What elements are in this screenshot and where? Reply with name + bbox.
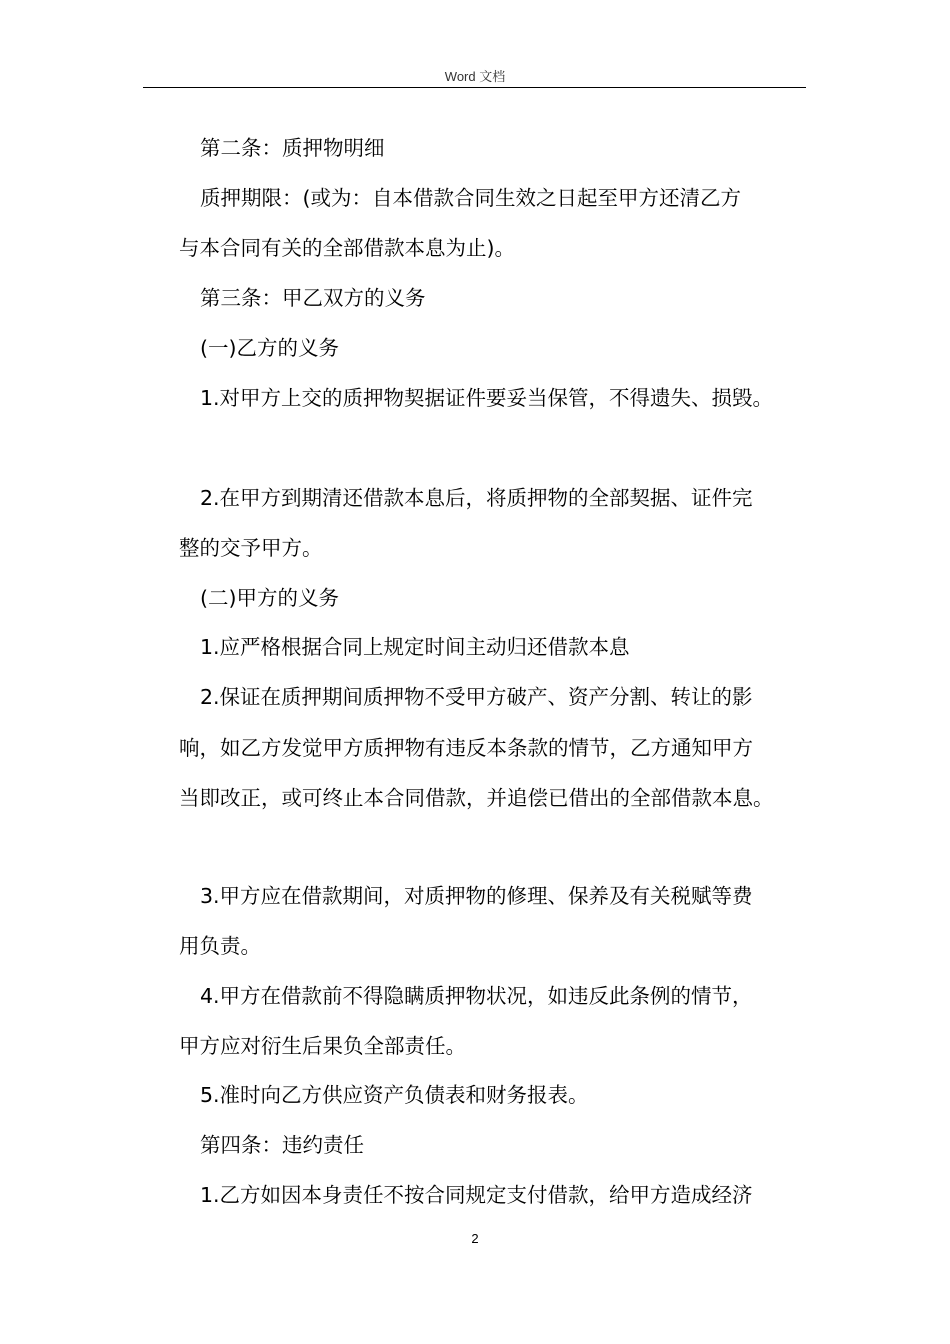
paragraph-line: 1.应严格根据合同上规定时间主动归还借款本息: [200, 635, 630, 659]
section-heading: 第三条：甲乙双方的义务: [200, 286, 426, 310]
paragraph-line: 2.保证在质押期间质押物不受甲方破产、资产分割、转让的影: [200, 685, 753, 709]
section-heading: 第二条：质押物明细: [200, 136, 385, 160]
paragraph-line: 质押期限：(或为：自本借款合同生效之日起至甲方还清乙方: [200, 186, 741, 210]
subsection-heading: (二)甲方的义务: [200, 586, 339, 610]
paragraph-line: 5.准时向乙方供应资产负债表和财务报表。: [200, 1083, 589, 1107]
paragraph-line: 1.对甲方上交的质押物契据证件要妥当保管，不得遗失、损毁。: [200, 386, 774, 410]
paragraph-line: 整的交予甲方。: [179, 536, 323, 560]
paragraph-line: 与本合同有关的全部借款本息为止)。: [179, 236, 515, 260]
header-divider: [143, 87, 806, 88]
page-number: 2: [471, 1231, 479, 1246]
paragraph-line: 3.甲方应在借款期间，对质押物的修理、保养及有关税赋等费: [200, 884, 753, 908]
paragraph-line: 4.甲方在借款前不得隐瞒质押物状况，如违反此条例的情节，: [200, 984, 753, 1008]
paragraph-line: 当即改正，或可终止本合同借款，并追偿已借出的全部借款本息。: [179, 786, 774, 810]
header-title: Word 文档: [444, 69, 506, 84]
paragraph-line: 1.乙方如因本身责任不按合同规定支付借款，给甲方造成经济: [200, 1183, 753, 1207]
paragraph-line: 2.在甲方到期清还借款本息后，将质押物的全部契据、证件完: [200, 486, 753, 510]
paragraph-line: 甲方应对衍生后果负全部责任。: [179, 1034, 466, 1058]
paragraph-line: 响，如乙方发觉甲方质押物有违反本条款的情节，乙方通知甲方: [179, 736, 753, 760]
paragraph-line: 用负责。: [179, 934, 261, 958]
section-heading: 第四条：违约责任: [200, 1133, 364, 1157]
subsection-heading: (一)乙方的义务: [200, 336, 339, 360]
